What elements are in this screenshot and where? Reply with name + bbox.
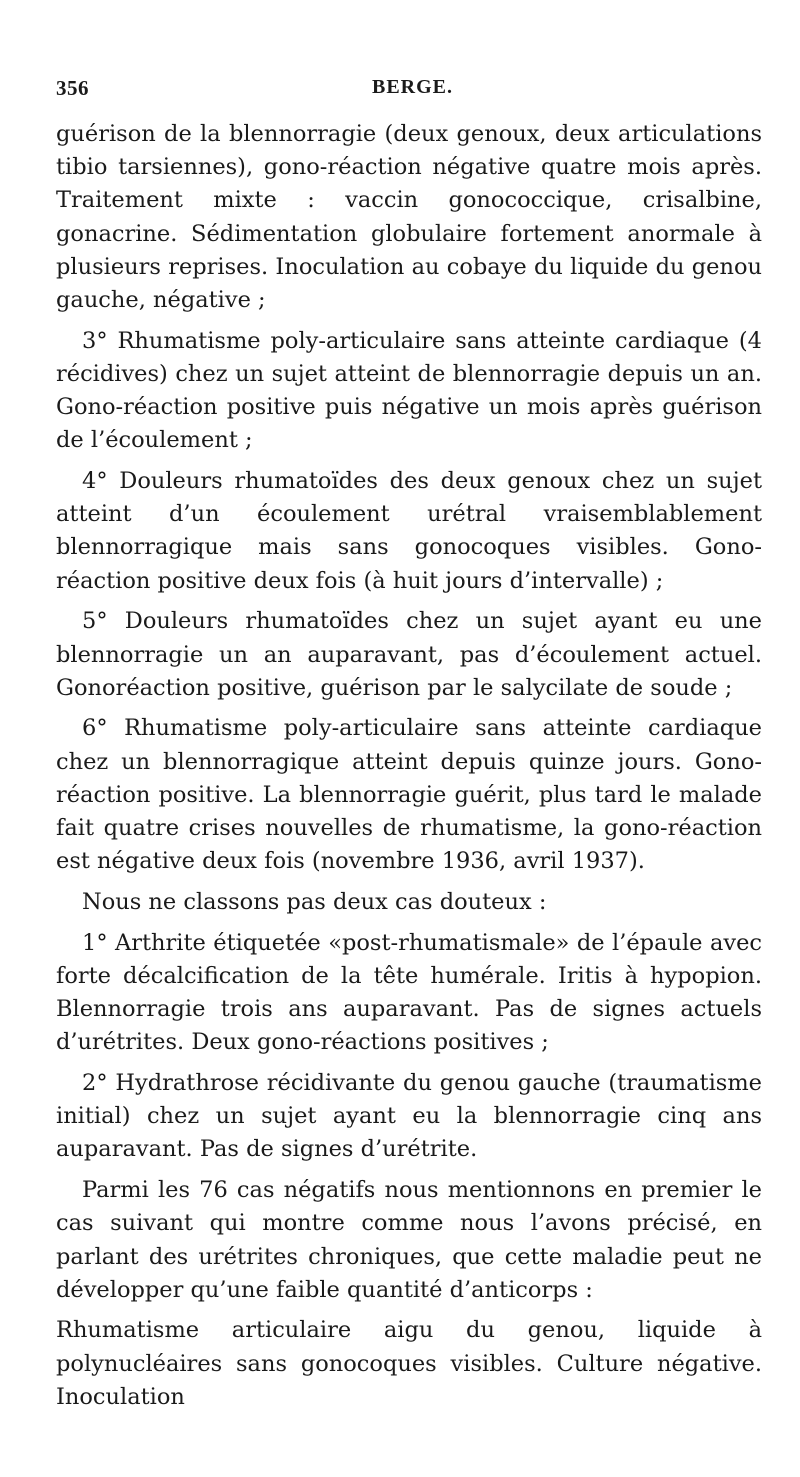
- body-text: [56, 118, 762, 1422]
- paragraph-continuation: guérison de la blennorragie (deux genoux, deux articulations tibio tarsiennes), gono-réaction négative quatre mois après. Traitement mixte : vaccin gonococcique, crisalbine, gonacrine. Sédimentation globulaire fortement anormale à plusieurs reprises. Inoculation au cobaye du liquide du genou gauche, négative ;: [56, 121, 762, 314]
- paragraph-case-6: 6° Rhumatisme poly-articulaire sans atteinte cardiaque chez un blennorragique atteint depuis quinze jours. Gono-réaction positive. La blennorragie guérit, plus tard le malade fait quatre crises nouvelles de rhumatisme, la gono-réaction est négative deux fois (novembre 1936, avril 1937).: [56, 715, 762, 875]
- paragraph-negative-cases: Parmi les 76 cas négatifs nous mentionnons en premier le cas suivant qui montre comme nous l’avons précisé, en parlant des urétrites chroniques, que cette maladie peut ne développer qu’une faible quantité d’anticorps :: [56, 1177, 762, 1303]
- paragraph-acute-rheumatism: Rhumatisme articulaire aigu du genou, liquide à polynucléaires sans gonocoques visibles. Culture négative. Inoculation: [56, 1317, 762, 1410]
- paragraph-case-5: 5° Douleurs rhumatoïdes chez un sujet ayant eu une blennorragie un an auparavant, pas d’écoulement actuel. Gonoréaction positive, guérison par le salycilate de soude ;: [56, 608, 762, 701]
- paragraph-doubtful-intro: Nous ne classons pas deux cas douteux :: [82, 888, 547, 915]
- paragraph-case-4: 4° Douleurs rhumatoïdes des deux genoux chez un sujet atteint d’un écoulement urétral vraisemblablement blennorragique mais sans gonocoques visibles. Gono-réaction positive deux fois (à huit jours d’intervalle) ;: [56, 468, 762, 594]
- paragraph-case-3: 3° Rhumatisme poly-articulaire sans atteinte cardiaque (4 récidives) chez un sujet atteint de blennorragie depuis un an. Gono-réaction positive puis négative un mois après guérison de l’écoulement ;: [56, 327, 762, 454]
- running-head: BERGE.: [372, 76, 454, 98]
- page-number: 356: [56, 76, 89, 100]
- page-header: [56, 76, 762, 106]
- paragraph-doubtful-1: 1° Arthrite étiquetée «post-rhumatismale» de l’épaule avec forte décalcification de la tête humérale. Iritis à hypopion. Blennorragie trois ans auparavant. Pas de signes actuels d’urétrites. Deux gono-réactions positives ;: [56, 929, 762, 1056]
- paragraph-doubtful-2: 2° Hydrathrose récidivante du genou gauche (traumatisme initial) chez un sujet ayant eu la blennorragie cinq ans auparavant. Pas de signes d’urétrite.: [56, 1069, 762, 1163]
